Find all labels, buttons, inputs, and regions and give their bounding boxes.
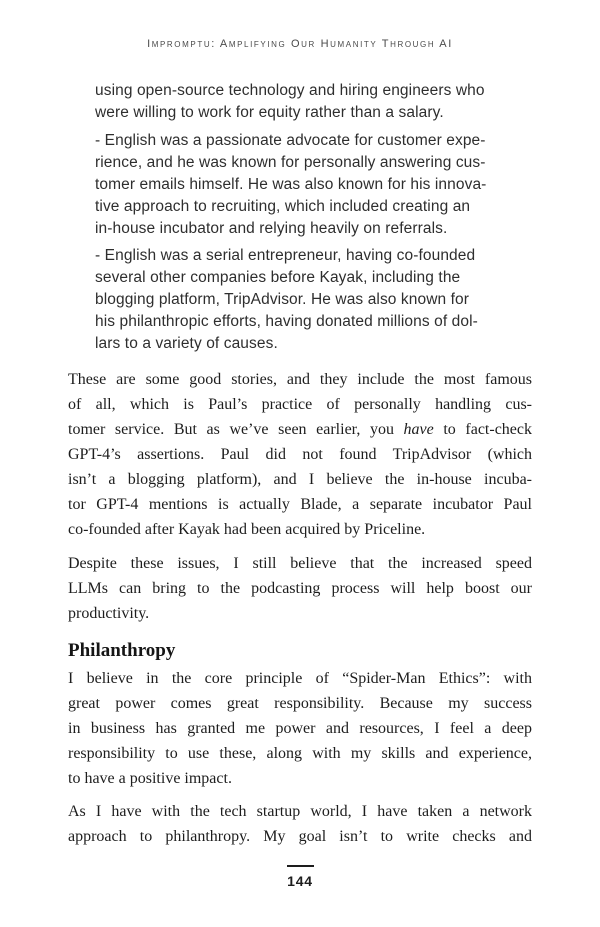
- body-paragraph: [68, 367, 532, 542]
- footer-rule: [287, 865, 314, 867]
- quote-line: - English was a serial entrepreneur, having co-founded: [95, 247, 476, 264]
- quote-line: lars to a variety of causes.: [95, 335, 278, 352]
- quote-line: rience, and he was known for personally answering cus-: [95, 154, 486, 171]
- body-paragraph: [68, 666, 532, 791]
- body-line-segment: tomer service. But as we’ve seen earlier, you: [68, 421, 404, 438]
- body-line: to have a positive impact.: [68, 770, 232, 787]
- emphasized-word: have: [403, 421, 434, 438]
- body-line: LLMs can bring to the podcasting process will help boost our: [68, 580, 532, 597]
- body-line: Despite these issues, I still believe that the increased speed: [68, 555, 532, 572]
- gpt-output-quote-block: [95, 80, 517, 355]
- body-line: great power comes great responsibility. Because my success: [68, 695, 532, 712]
- body-line: [68, 417, 532, 442]
- body-line-segment: to fact-check: [433, 421, 532, 438]
- quote-line: his philanthropic efforts, having donated millions of dol-: [95, 313, 478, 330]
- quote-line: were willing to work for equity rather than a salary.: [95, 104, 444, 121]
- body-line: I believe in the core principle of “Spider-Man Ethics”: with: [68, 670, 532, 687]
- body-line: in business has granted me power and resources, I feel a deep: [68, 720, 532, 737]
- running-header: Impromptu: Amplifying Our Humanity Through AI: [147, 38, 453, 50]
- body-line: productivity.: [68, 605, 150, 622]
- quote-paragraph: [95, 245, 517, 355]
- quote-line: - English was a passionate advocate for customer expe-: [95, 132, 486, 149]
- body-line: responsibility to use these, along with my skills and experience,: [68, 745, 532, 762]
- quote-line: several other companies before Kayak, including the: [95, 269, 461, 286]
- page-number: 144: [287, 873, 313, 889]
- section-heading-philanthropy: Philanthropy: [68, 640, 176, 661]
- body-text: [68, 367, 532, 849]
- body-line: As I have with the tech startup world, I have taken a network: [68, 803, 532, 820]
- body-line: tor GPT-4 mentions is actually Blade, a separate incubator Paul: [68, 496, 532, 513]
- quote-paragraph: [95, 80, 517, 124]
- quote-line: tive approach to recruiting, which included creating an: [95, 198, 471, 215]
- body-line: These are some good stories, and they include the most famous: [68, 371, 532, 388]
- body-line: approach to philanthropy. My goal isn’t to write checks and: [68, 828, 532, 845]
- body-line: co-founded after Kayak had been acquired by Priceline.: [68, 521, 426, 538]
- body-line: isn’t a blogging platform), and I believe the in-house incuba-: [68, 471, 532, 488]
- quote-line: using open-source technology and hiring engineers who: [95, 82, 485, 99]
- quote-paragraph: [95, 130, 517, 240]
- body-line: of all, which is Paul’s practice of personally handling cus-: [68, 396, 532, 413]
- quote-line: in-house incubator and relying heavily on referrals.: [95, 220, 448, 237]
- quote-line: tomer emails himself. He was also known for his innova-: [95, 176, 487, 193]
- body-paragraph: [68, 551, 532, 626]
- body-paragraph: [68, 799, 532, 849]
- body-line: GPT-4’s assertions. Paul did not found TripAdvisor (which: [68, 446, 532, 463]
- quote-line: blogging platform, TripAdvisor. He was also known for: [95, 291, 470, 308]
